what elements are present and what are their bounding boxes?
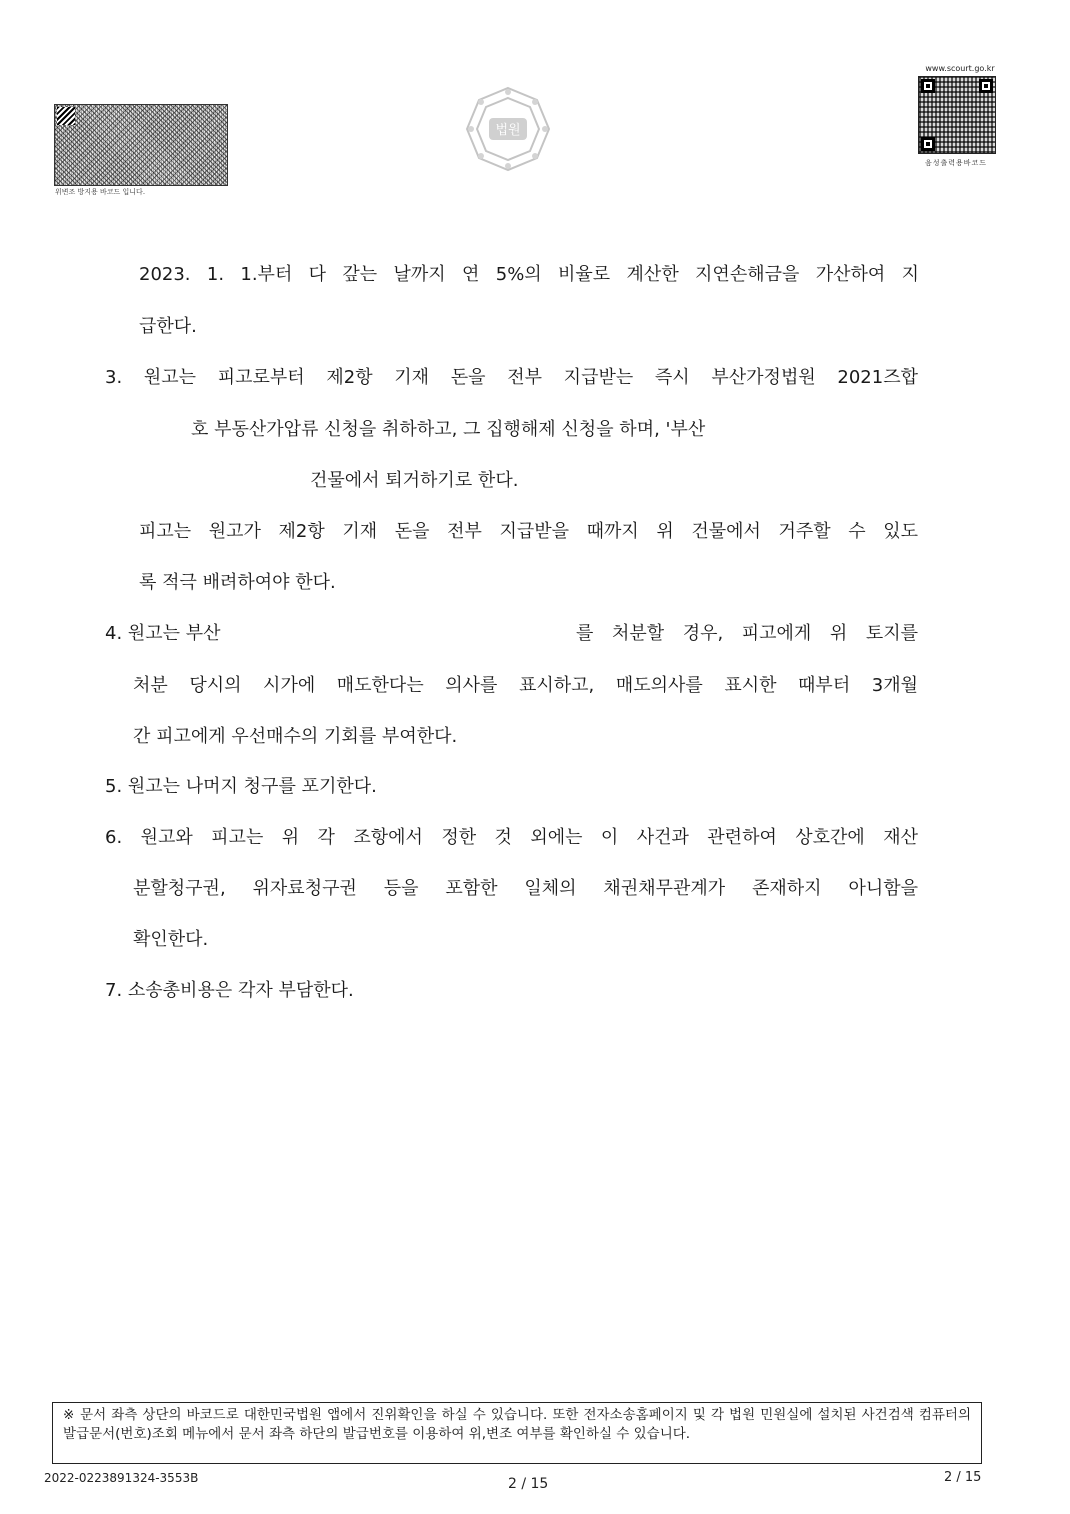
barcode-corner-mark [57,107,75,125]
clause-4-line: 처분 당시의 시가에 매도한다는 의사를 표시하고, 매도의사를 표시한 때부터 3개월 [133,675,918,696]
body-line: 급한다. [139,316,197,337]
verification-notice: ※ 문서 좌측 상단의 바코드로 대한민국법원 앱에서 진위확인을 하실 수 있습니다. 또한 전자소송홈페이지 및 각 법원 민원실에 설치된 사건검색 컴퓨터의 발급문서(번호)조회 메뉴에서 문서 좌측 하단의 발급번호를 이용하여 위,변조 여부를 확인하실 수 있습니다. [52,1402,982,1464]
anti-forgery-barcode [54,104,228,196]
page-number: 2 / 15 [508,1476,549,1492]
clause-3-line: 피고는 원고가 제2항 기재 돈을 전부 지급받을 때까지 위 건물에서 거주할 수 있도 [139,521,918,542]
clause-6-line: 분할청구권, 위자료청구권 등을 포함한 일체의 채권채무관계가 존재하지 아니함을 [133,878,918,899]
anti-forgery-caption: 위변조 방지용 바코드 입니다. [55,188,146,196]
page-number-right: 2 / 15 [944,1470,982,1485]
clause-4-line: 4. 원고는 부산 [105,623,221,644]
clause-4-line: 간 피고에게 우선매수의 기회를 부여한다. [133,726,458,747]
clause-3-line: 호 부동산가압류 신청을 취하하고, 그 집행해제 신청을 하며, '부산 [191,419,706,440]
clause-3-line: 3. 원고는 피고로부터 제2항 기재 돈을 전부 지급받는 즉시 부산가정법원 2021즈합 [105,367,918,388]
issue-number: 2022-0223891324-3553B [44,1471,199,1485]
site-url: www.scourt.go.kr [925,64,995,73]
seal-text: 법원 [495,123,521,138]
qr-caption: 음성출력용바코드 [924,159,988,167]
qr-finder-icon [979,79,993,93]
clause-5-line: 5. 원고는 나머지 청구를 포기한다. [105,776,377,797]
clause-6-line: 6. 원고와 피고는 위 각 조항에서 정한 것 외에는 이 사건과 관련하여 상호간에 재산 [105,827,918,848]
clause-3-line: 록 적극 배려하여야 한다. [139,572,336,593]
clause-3-line: 건물에서 퇴거하기로 한다. [310,470,519,491]
voice-output-qr-code [918,76,996,154]
court-seal-emblem [463,84,553,174]
qr-finder-icon [921,137,935,151]
clause-7-line: 7. 소송총비용은 각자 부담한다. [105,980,354,1001]
clause-4-line: 를 처분할 경우, 피고에게 위 토지를 [576,623,918,644]
body-line: 2023. 1. 1.부터 다 갚는 날까지 연 5%의 비율로 계산한 지연손해금을 가산하여 지 [139,264,919,285]
qr-finder-icon [921,79,935,93]
clause-6-line: 확인한다. [133,929,209,950]
